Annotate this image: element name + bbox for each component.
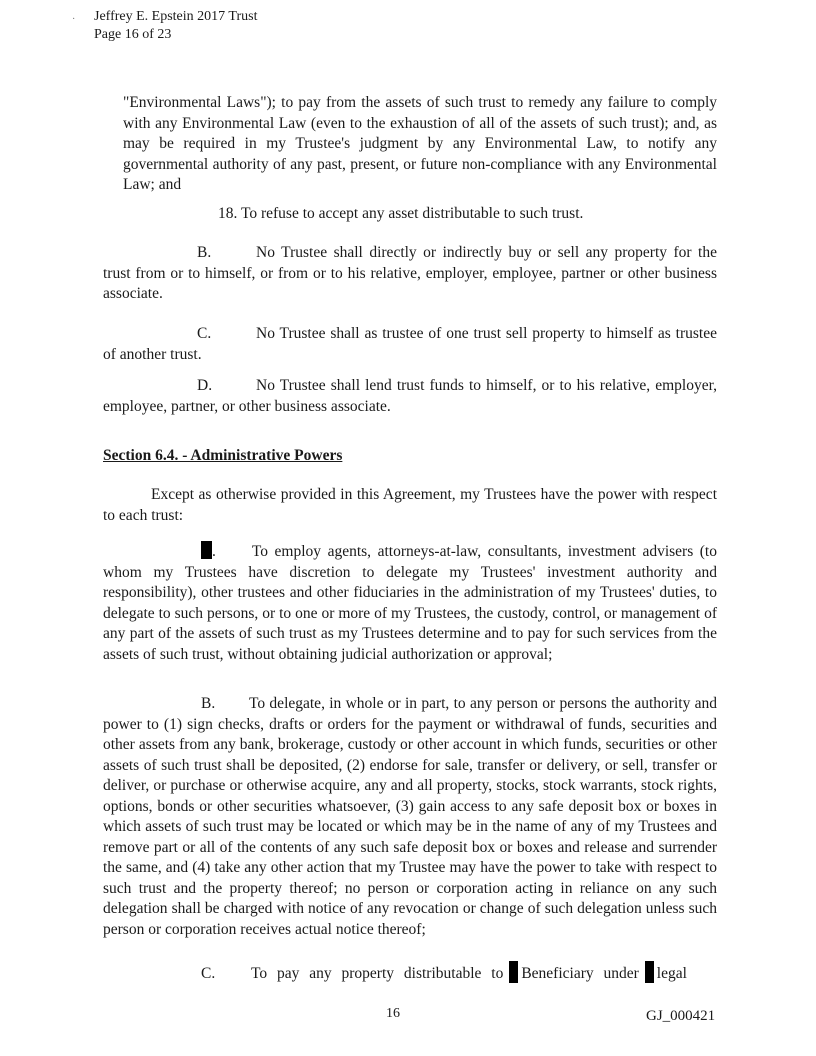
section-title: Section 6.4. - Administrative Powers	[103, 447, 343, 464]
document-header	[94, 8, 257, 44]
paragraph-d	[103, 376, 717, 417]
header-title: Jeffrey E. Epstein 2017 Trust	[94, 9, 258, 24]
bates-number: GJ_000421	[646, 1008, 716, 1024]
paragraph-b-text: No Trustee shall directly or indirectly buy or sell any property for the trust from or to himself, or from or to his relative, employer, employee, partner or other business associate.	[103, 244, 717, 302]
section-heading	[103, 446, 717, 467]
redaction-box	[201, 541, 212, 559]
item-18: 18. To refuse to accept any asset distributable to such trust.	[218, 205, 584, 222]
paragraph-a	[103, 541, 717, 665]
intro-paragraph	[103, 485, 717, 526]
paragraph-c2-part1: To pay any property distributable to	[251, 965, 504, 982]
page-number: 16	[386, 1006, 400, 1021]
paragraph-a-text: To employ agents, attorneys-at-law, consultants, investment advisers (to whom my Trustees have discretion to delegate my Trustees' investment authority and responsibility), other trustees and other fiduciaries in the administration of my Trustees' duties, to delegate to such persons, or to one or more of my Trustees, the custody, control, or management of any part of the assets of such trust as my Trustees determine and to pay for such services from the assets of such trust, without obtaining judicial authorization or approval;	[103, 543, 717, 663]
paragraph-b	[103, 243, 717, 305]
scan-artifact: ·	[72, 14, 76, 25]
paragraph-c-letter: C.	[197, 325, 212, 342]
redaction-box	[645, 961, 654, 983]
paragraph-b2-text: To delegate, in whole or in part, to any person or persons the authority and power to (1) sign checks, drafts or orders for the payment or withdrawal of funds, securities and other assets from any bank, brokerage, custody or other account in which funds, securities or other assets of such trust shall be deposited, (2) endorse for sale, transfer or delivery, or sell, transfer or deliver, or purchase or otherwise acquire, any and all property, stocks, stock warrants, stock rights, options, bonds or other securities whatsoever, (3) gain access to any safe deposit box or boxes in which assets of such trust may be located or which may be in the name of any of my Trustees and remove part or all of the contents of any such safe deposit box or boxes and release and surrender the same, and (4) take any other action that my Trustee may have the power to take with respect to such trust and the property thereof; no person or corporation acting in reliance on any such delegation shall be charged with notice of any revocation or change of such delegation unless such person or corporation receives actual notice thereof;	[103, 695, 717, 938]
paragraph-a-letter-suffix: .	[212, 543, 216, 560]
env-laws-paragraph: "Environmental Laws"); to pay from the assets of such trust to remedy any failure to comply with any Environmental Law (even to the exhaustion of all of the assets of such trust); and, as may be required in my Trustee's judgment by any Environmental Law, to notify any governmental authority of any past, present, or future non-compliance with any Environmental Law; and	[123, 94, 717, 193]
paragraph-c2	[201, 961, 721, 985]
paragraph-c-text: No Trustee shall as trustee of one trust sell property to himself as trustee of another trust.	[103, 325, 717, 363]
paragraph-c2-part2: Beneficiary under	[521, 965, 639, 982]
paragraph-d-letter: D.	[197, 377, 213, 394]
header-page-label: Page 16 of 23	[94, 27, 172, 42]
paragraph-b2	[103, 694, 717, 940]
paragraph-d-text: No Trustee shall lend trust funds to himself, or to his relative, employer, employee, partner, or other business associate.	[103, 377, 717, 415]
paragraph-b2-letter: B.	[201, 695, 216, 712]
intro-text: Except as otherwise provided in this Agreement, my Trustees have the power with respect to each trust:	[103, 486, 717, 524]
paragraph-c	[103, 324, 717, 365]
paragraph-c2-part3: legal	[656, 965, 687, 982]
paragraph-c2-letter: C.	[201, 965, 216, 982]
paragraph-b-letter: B.	[197, 244, 212, 261]
redaction-box	[509, 961, 518, 983]
